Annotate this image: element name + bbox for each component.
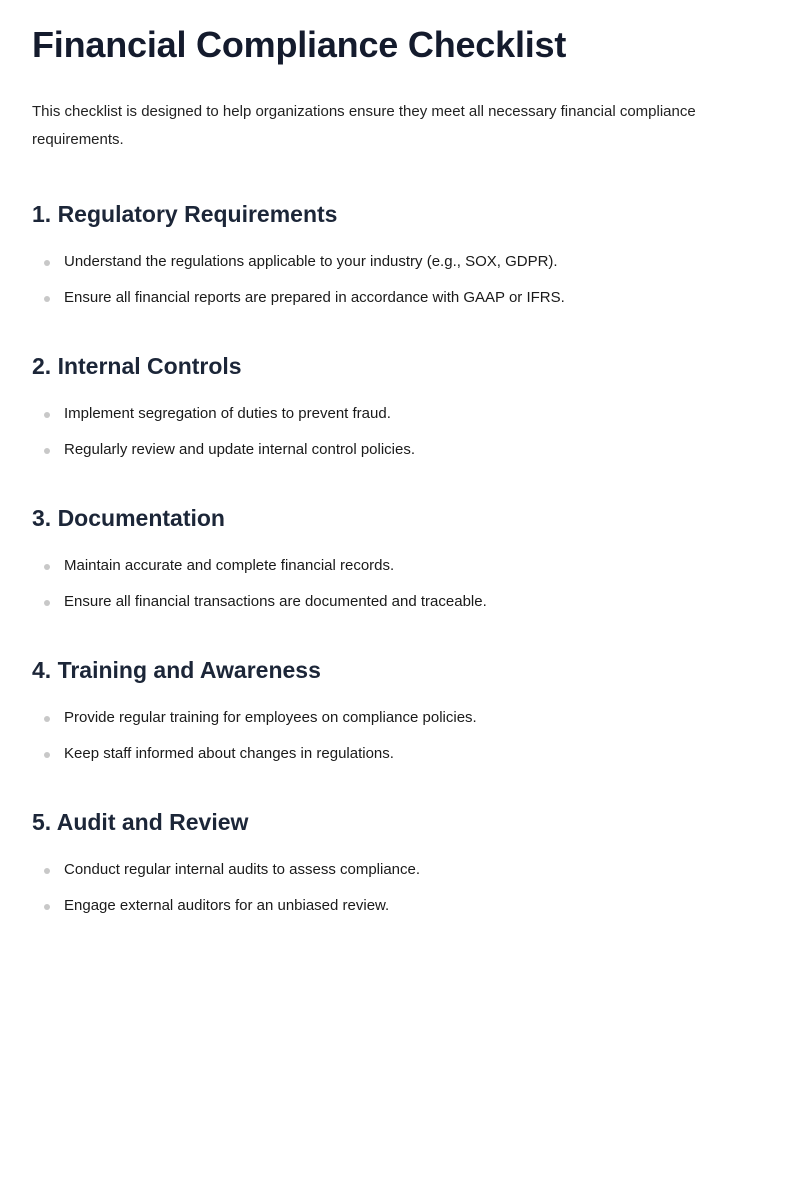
bullet-icon bbox=[44, 448, 50, 454]
checklist-item bbox=[32, 858, 768, 882]
bullet-icon bbox=[44, 412, 50, 418]
checklist-item-text: Ensure all financial reports are prepared in accordance with GAAP or IFRS. bbox=[64, 289, 565, 306]
checklist bbox=[32, 250, 768, 310]
checklist bbox=[32, 402, 768, 462]
checklist-item bbox=[32, 554, 768, 578]
bullet-icon bbox=[44, 296, 50, 302]
checklist bbox=[32, 554, 768, 614]
section-heading: 2. Internal Controls bbox=[32, 353, 242, 379]
bullet-icon bbox=[44, 716, 50, 722]
checklist-item bbox=[32, 894, 768, 918]
bullet-icon bbox=[44, 260, 50, 266]
checklist-item bbox=[32, 742, 768, 766]
checklist-item bbox=[32, 250, 768, 274]
bullet-icon bbox=[44, 564, 50, 570]
checklist-item bbox=[32, 286, 768, 310]
bullet-icon bbox=[44, 868, 50, 874]
section-heading: 1. Regulatory Requirements bbox=[32, 201, 338, 227]
checklist-item bbox=[32, 438, 768, 462]
checklist bbox=[32, 706, 768, 766]
section-heading: 4. Training and Awareness bbox=[32, 657, 321, 683]
intro-paragraph: This checklist is designed to help organizations ensure they meet all necessary financial compliance requirements. bbox=[32, 103, 696, 148]
section-regulatory-requirements bbox=[32, 198, 768, 310]
section-documentation bbox=[32, 502, 768, 614]
checklist-item bbox=[32, 402, 768, 426]
bullet-icon bbox=[44, 752, 50, 758]
section-audit-and-review bbox=[32, 806, 768, 918]
checklist-item-text: Provide regular training for employees on compliance policies. bbox=[64, 709, 477, 726]
section-heading: 5. Audit and Review bbox=[32, 809, 249, 835]
checklist-item-text: Regularly review and update internal control policies. bbox=[64, 441, 416, 458]
checklist-item bbox=[32, 590, 768, 614]
checklist-item-text: Ensure all financial transactions are documented and traceable. bbox=[64, 593, 487, 610]
page-title: Financial Compliance Checklist bbox=[32, 24, 567, 65]
section-heading: 3. Documentation bbox=[32, 505, 225, 531]
checklist-item bbox=[32, 706, 768, 730]
section-training-and-awareness bbox=[32, 654, 768, 766]
checklist bbox=[32, 858, 768, 918]
checklist-item-text: Conduct regular internal audits to assess compliance. bbox=[64, 861, 421, 878]
bullet-icon bbox=[44, 600, 50, 606]
bullet-icon bbox=[44, 904, 50, 910]
checklist-item-text: Maintain accurate and complete financial records. bbox=[64, 557, 395, 574]
checklist-item-text: Engage external auditors for an unbiased review. bbox=[64, 897, 390, 914]
checklist-item-text: Implement segregation of duties to prevent fraud. bbox=[64, 405, 391, 422]
checklist-item-text: Keep staff informed about changes in regulations. bbox=[64, 745, 394, 762]
section-internal-controls bbox=[32, 350, 768, 462]
checklist-item-text: Understand the regulations applicable to your industry (e.g., SOX, GDPR). bbox=[64, 253, 558, 270]
